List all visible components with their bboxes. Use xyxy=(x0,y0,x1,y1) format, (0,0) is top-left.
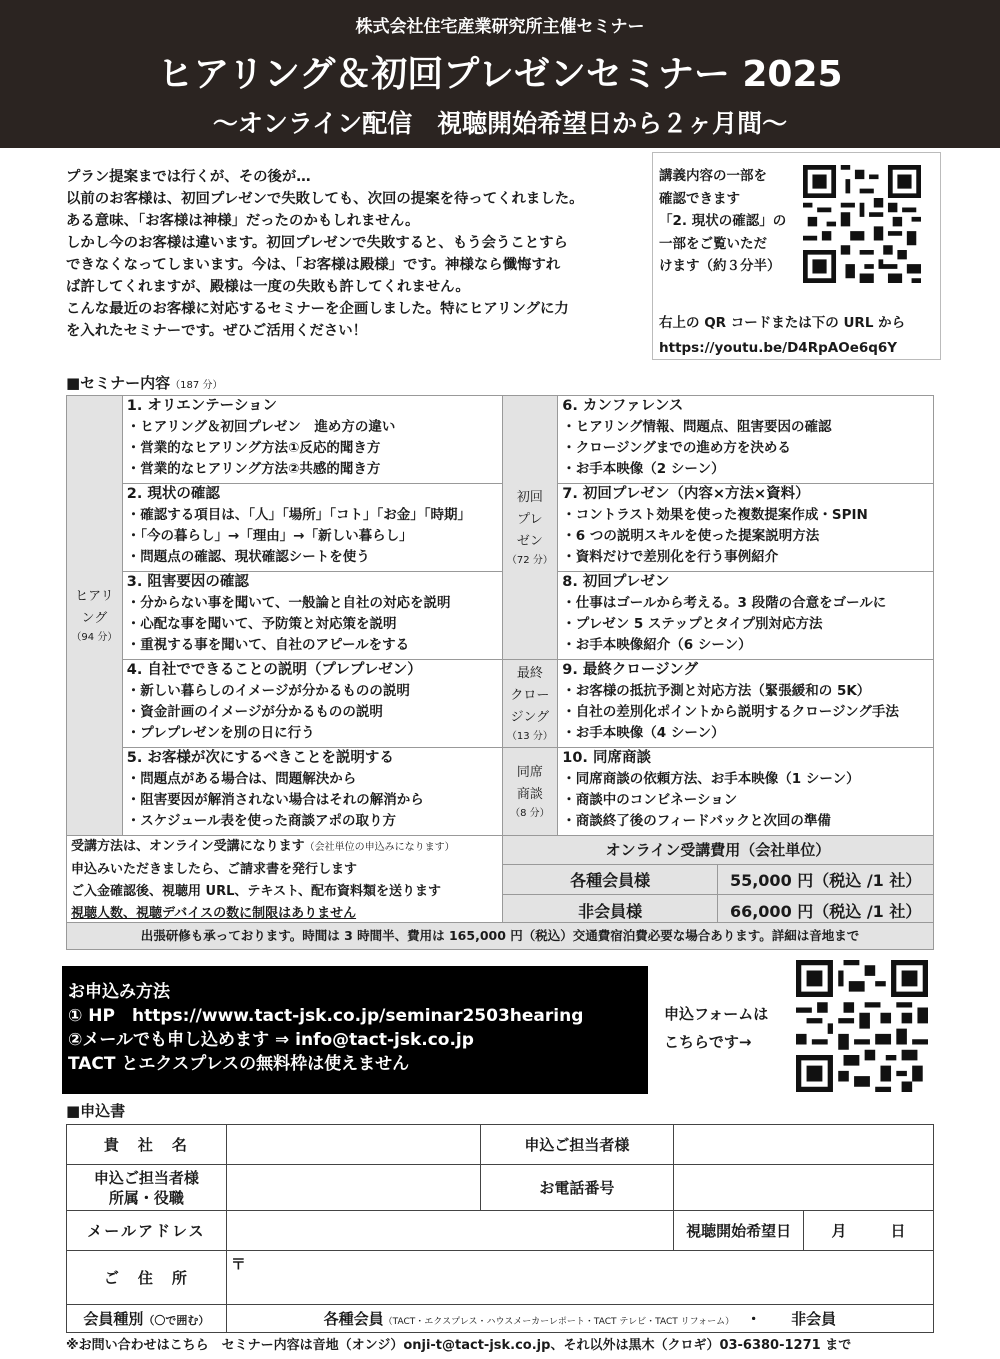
course-item-10 xyxy=(558,748,934,836)
fee-heading: オンライン受講費用（会社単位） xyxy=(502,836,933,865)
form-qr-note xyxy=(664,1000,768,1056)
item-point: ・心配な事を聞いて、予防策と対応策を説明 xyxy=(126,616,397,632)
dept-label xyxy=(67,1165,227,1211)
intro-line: ば許してくれますが、殿様は一度の失敗も許してくれません。 xyxy=(66,279,470,295)
page-subtitle: ～オンライン配信 視聴開始希望日から２ヶ月間～ xyxy=(212,109,788,138)
date-label: 視聴開始希望日 xyxy=(674,1211,804,1251)
address-field[interactable] xyxy=(226,1251,933,1305)
item-title: 1. オリエンテーション xyxy=(126,398,278,414)
apply-mail-link[interactable]: ②メールでも申し込めます ⇒ info@tact-jsk.co.jp xyxy=(68,1030,474,1050)
group-minutes: （8 分） xyxy=(510,807,550,819)
onsite-training-note: 出張研修も承っております。時間は 3 時間半、費用は 165,000 円（税込）交通費宿泊費必要な場合あります。詳細は音地まで xyxy=(66,922,934,950)
course-item-8 xyxy=(558,572,934,660)
apply-heading: お申込み方法 xyxy=(68,982,170,1002)
course-item-2 xyxy=(122,484,502,572)
preview-line: 一部をご覧いただ xyxy=(659,235,767,252)
item-point: ・お手本映像（2 シーン） xyxy=(562,461,725,477)
item-title: 4. 自社でできることの説明（プレプレゼン） xyxy=(126,662,422,678)
item-title: 2. 現状の確認 xyxy=(126,486,220,502)
apply-method-box xyxy=(62,966,648,1094)
course-item-4 xyxy=(122,660,502,748)
dept-field[interactable] xyxy=(226,1165,480,1211)
fee-type: 非会員様 xyxy=(502,895,717,926)
item-point: ・6 つの説明スキルを使った提案説明方法 xyxy=(562,528,820,544)
item-point: ・商談終了後のフィードバックと次回の準備 xyxy=(562,813,831,829)
item-point: ・クロージングまでの進め方を決める xyxy=(562,440,791,456)
preview-url-block xyxy=(659,311,905,361)
course-item-5 xyxy=(122,748,502,836)
date-field[interactable] xyxy=(804,1211,934,1251)
day-label: 日 xyxy=(890,1222,906,1240)
item-title: 8. 初回プレゼン xyxy=(562,574,670,590)
member-option-note: （TACT・エクスプレス・ハウスメーカーレポート・TACT テレビ・TACT リフォーム） xyxy=(383,1317,735,1327)
dept-label-line: 所属・役職 xyxy=(108,1188,184,1207)
member-option-nonmember[interactable]: ・ 非会員 xyxy=(746,1310,837,1328)
intro-text xyxy=(66,166,646,342)
phone-label: お電話番号 xyxy=(480,1165,674,1211)
item-point: ・自社の差別化ポイントから説明するクロージング手法 xyxy=(562,704,899,720)
item-point: ・問題点がある場合は、問題解決から xyxy=(126,771,357,787)
group-presen xyxy=(502,396,558,660)
preview-line: 講義内容の一部を xyxy=(659,168,767,184)
group-label: ジング xyxy=(510,709,550,725)
item-point: ・問題点の確認、現状確認シートを使う xyxy=(126,549,370,565)
note-small: （会社単位の申込みになります） xyxy=(304,842,455,853)
item-point: ・プレプレゼンを別の日に行う xyxy=(126,725,315,741)
member-type-options[interactable] xyxy=(226,1305,933,1333)
person-field[interactable] xyxy=(674,1125,934,1165)
group-label: ヒアリ xyxy=(75,588,114,604)
item-point: ・スケジュール表を使った商談アポの取り方 xyxy=(126,813,396,829)
group-minutes: （94 分） xyxy=(71,631,118,643)
item-title: 6. カンファレンス xyxy=(562,398,684,414)
item-point: ・「今の暮らし」→「理由」→「新しい暮らし」 xyxy=(126,528,413,544)
note-line: ご入金確認後、視聴用 URL、テキスト、配布資料類を送ります xyxy=(71,884,441,899)
course-item-7 xyxy=(558,484,934,572)
group-closing xyxy=(502,660,558,748)
item-point: ・分からない事を聞いて、一般論と自社の対応を説明 xyxy=(126,595,451,611)
form-heading: ■申込書 xyxy=(66,1102,126,1120)
note-line: 視聴人数、視聴デバイスの数に制限はありません xyxy=(71,906,357,921)
member-type-label xyxy=(67,1305,227,1333)
item-point: ・お手本映像紹介（6 シーン） xyxy=(562,637,752,653)
item-point: ・仕事はゴールから考える。3 段階の合意をゴールに xyxy=(562,595,887,611)
item-point: ・お客様の抵抗予測と対応方法（緊張緩和の 5K） xyxy=(562,683,871,699)
preview-text xyxy=(659,165,795,278)
email-field[interactable] xyxy=(226,1211,673,1251)
item-point: ・資金計画のイメージが分かるものの説明 xyxy=(126,704,383,720)
note-line: 申込みいただきましたら、ご請求書を発行します xyxy=(71,862,358,877)
item-title: 5. お客様が次にするべきことを説明する xyxy=(126,750,394,766)
group-label: プレ xyxy=(517,511,543,527)
item-point: ・営業的なヒアリング方法②共感的聞き方 xyxy=(126,461,381,477)
preview-line: けます（約３分半） xyxy=(659,258,781,274)
course-duration: （187 分） xyxy=(170,380,223,391)
intro-line: しかし今のお客様は違います。初回プレゼンで失敗すると、もう会うことすら xyxy=(66,235,568,251)
page-title: ヒアリング＆初回プレゼンセミナー 2025 xyxy=(157,54,843,95)
organizer: 株式会社住宅産業研究所主催セミナー xyxy=(355,17,645,37)
group-minutes: （13 分） xyxy=(506,730,553,742)
intro-line: プラン提案までは行くが、その後が… xyxy=(66,169,311,185)
enrollment-notes xyxy=(67,836,503,926)
fee-price: 55,000 円（税込 /1 社） xyxy=(718,864,934,895)
group-label: ゼン xyxy=(516,533,543,549)
item-point: ・重視する事を聞いて、自社のアピールをする xyxy=(126,637,410,653)
address-label: ご 住 所 xyxy=(67,1251,227,1305)
item-point: ・商談中のコンビネーション xyxy=(562,792,738,808)
fee-type: 各種会員様 xyxy=(502,864,717,895)
item-point: ・営業的なヒアリング方法①反応的聞き方 xyxy=(126,440,381,456)
group-label: 同席 xyxy=(516,764,543,780)
section-heading-course xyxy=(66,372,222,393)
contact-note: ※お問い合わせはこちら セミナー内容は音地（オンジ）onji-t@tact-jsk.co.jp、それ以外は黒木（クロギ）03-6380-1271 まで xyxy=(66,1338,852,1353)
group-label: ング xyxy=(81,610,108,626)
form-note-line: こちらです→ xyxy=(664,1033,752,1051)
preview-line: 確認できます xyxy=(659,190,740,207)
person-label: 申込ご担当者様 xyxy=(480,1125,674,1165)
preview-qr-code[interactable] xyxy=(803,165,921,283)
member-option-member[interactable]: 各種会員 xyxy=(323,1310,384,1328)
course-item-6 xyxy=(558,396,934,484)
course-table xyxy=(66,395,934,836)
course-item-3 xyxy=(122,572,502,660)
group-minutes: （72 分） xyxy=(506,554,553,566)
item-point: ・コントラスト効果を使った複数提案作成・SPIN xyxy=(562,507,868,523)
intro-line: 以前のお客様は、初回プレゼンで失敗しても、次回の提案を待ってくれました。 xyxy=(66,191,584,207)
postal-mark: 〒 xyxy=(230,1255,246,1273)
email-label: メールアドレス xyxy=(67,1211,227,1251)
apply-note: TACT とエクスプレスの無料枠は使えません xyxy=(68,1054,410,1074)
item-point: ・ヒアリング情報、問題点、阻害要因の確認 xyxy=(562,419,832,435)
member-label-small: （〇で囲む） xyxy=(143,1314,210,1327)
month-label: 月 xyxy=(831,1222,847,1240)
company-field[interactable] xyxy=(226,1125,480,1165)
intro-line: を入れたセミナーです。ぜひご活用ください！ xyxy=(66,323,368,339)
intro-line: ある意味、「お客様は神様」だったのかもしれません。 xyxy=(66,213,420,229)
group-label: 初回 xyxy=(516,489,543,505)
preview-box xyxy=(652,152,941,360)
form-note-line: 申込フォームは xyxy=(664,1005,769,1023)
fee-price: 66,000 円（税込 /1 社） xyxy=(718,895,934,926)
item-title: 9. 最終クロージング xyxy=(562,662,698,678)
item-point: ・お手本映像（4 シーン） xyxy=(562,725,725,741)
phone-field[interactable] xyxy=(674,1165,934,1211)
item-title: 10. 同席商談 xyxy=(562,750,651,766)
header-banner xyxy=(0,0,1000,148)
item-point: ・ヒアリング＆初回プレゼン 進め方の違い xyxy=(126,419,396,435)
intro-line: こんな最近のお客様に対応するセミナーを企画しました。特にヒアリングに力 xyxy=(66,301,569,317)
item-point: ・確認する項目は、「人」「場所」「コト」「お金」「時期」 xyxy=(126,507,471,523)
item-point: ・資料だけで差別化を行う事例紹介 xyxy=(562,549,779,565)
member-label: 会員種別 xyxy=(83,1310,144,1328)
course-item-9 xyxy=(558,660,934,748)
preview-url-link[interactable]: https://youtu.be/D4RpAOe6q6Y xyxy=(659,340,898,356)
item-point: ・阻害要因が解消されない場合はそれの解消から xyxy=(126,792,424,808)
group-label: 商談 xyxy=(516,786,543,802)
application-form xyxy=(66,1124,934,1333)
company-label: 貴 社 名 xyxy=(67,1125,227,1165)
preview-line: 「2. 現状の確認」の xyxy=(659,213,787,229)
item-title: 3. 阻害要因の確認 xyxy=(126,574,249,590)
item-point: ・プレゼン 5 ステップとタイプ別対応方法 xyxy=(562,616,823,632)
note-line: 受講方法は、オンライン受講になります xyxy=(71,839,305,854)
group-label: 最終 xyxy=(516,665,543,681)
apply-hp-link[interactable]: ① HP https://www.tact-jsk.co.jp/seminar2503hearing xyxy=(68,1006,584,1026)
preview-url-note: 右上の QR コードまたは下の URL から xyxy=(659,315,906,331)
fee-table xyxy=(66,835,934,926)
item-point: ・同席商談の依頼方法、お手本映像（1 シーン） xyxy=(562,771,860,787)
form-qr-code[interactable] xyxy=(796,960,928,1092)
dept-label-line: 申込ご担当者様 xyxy=(93,1168,199,1187)
group-meeting xyxy=(502,748,558,836)
item-title: 7. 初回プレゼン（内容×方法×資料） xyxy=(562,486,810,502)
course-item-1 xyxy=(122,396,502,484)
group-hearing xyxy=(67,396,123,836)
group-label: クロー xyxy=(510,687,550,703)
intro-line: できなくなってしまいます。今は、「お客様は殿様」です。神様なら懺悔すれ xyxy=(66,257,561,273)
course-heading: ■セミナー内容 xyxy=(66,374,171,392)
item-point: ・新しい暮らしのイメージが分かるものの説明 xyxy=(126,683,410,699)
